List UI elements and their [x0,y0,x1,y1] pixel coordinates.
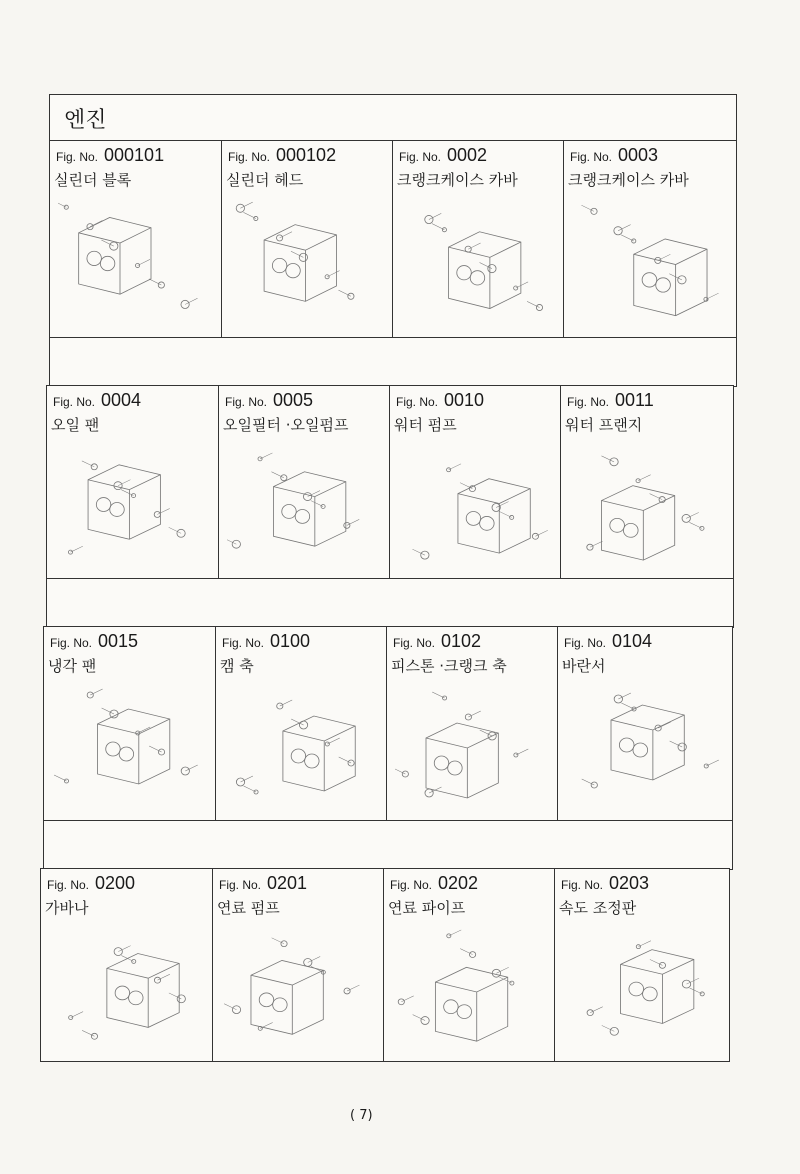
fig-label: Fig. No. [393,636,436,650]
fig-number: 0004 [101,390,142,410]
part-name: 크랭크케이스 카바 [397,171,518,189]
fig-number-line [393,631,481,652]
section-title: 엔진 [64,108,107,133]
engine-diagram-thumbnail [401,197,556,330]
engine-diagram-thumbnail [224,683,379,813]
fig-number: 0201 [267,873,308,893]
figure-cell[interactable] [563,141,737,338]
engine-diagram-thumbnail [395,683,550,813]
fig-label: Fig. No. [567,395,610,409]
fig-number: 0005 [273,390,314,410]
fig-number: 0010 [444,390,485,410]
figure-cell[interactable] [212,869,384,1061]
figure-cell[interactable] [41,869,212,1061]
fig-number-line [225,390,313,411]
engine-diagram-thumbnail [58,197,213,330]
blank-band [46,578,734,628]
fig-label: Fig. No. [228,150,271,164]
engine-diagram-thumbnail [52,683,207,813]
engine-diagram-thumbnail [49,925,204,1053]
figure-cell[interactable] [386,627,558,821]
fig-label: Fig. No. [561,878,604,892]
figure-cell[interactable] [215,627,387,821]
figure-cell[interactable] [50,141,221,338]
section-header [49,94,737,141]
fig-number-line [53,390,141,411]
fig-number-line [390,873,478,894]
engine-diagram-thumbnail [563,925,720,1053]
fig-number: 0200 [95,873,136,893]
fig-number-line [564,631,652,652]
fig-number-line [47,873,135,894]
fig-number-line [50,631,138,652]
figure-cell[interactable] [221,141,393,338]
blank-band [49,337,737,387]
fig-number: 0011 [615,390,654,410]
fig-number-line [399,145,487,166]
fig-label: Fig. No. [56,150,99,164]
fig-number-line [222,631,310,652]
figure-cell[interactable] [560,386,734,579]
fig-label: Fig. No. [222,636,265,650]
fig-label: Fig. No. [219,878,262,892]
engine-diagram-thumbnail [572,197,729,330]
parts-row-1 [49,140,737,339]
page-number: ( 7) [350,1108,373,1123]
parts-row-3 [43,626,733,822]
figure-cell[interactable] [389,386,561,579]
fig-number: 0002 [447,145,488,165]
part-name: 오일 팬 [51,416,100,434]
figure-cell[interactable] [557,627,731,821]
figure-cell[interactable] [392,141,564,338]
part-name: 냉각 팬 [48,657,97,675]
part-name: 워터 프랜지 [565,416,643,434]
fig-label: Fig. No. [53,395,96,409]
fig-number-line [56,145,164,166]
part-name: 피스톤 ·크랭크 축 [391,657,507,675]
figure-cell[interactable] [44,627,215,821]
part-name: 크랭크케이스 카바 [568,171,689,189]
part-name: 연료 펌프 [217,899,280,917]
engine-diagram-thumbnail [227,442,382,571]
fig-label: Fig. No. [396,395,439,409]
figure-cell[interactable] [554,869,728,1061]
part-name: 오일필터 ·오일펌프 [223,416,349,434]
engine-diagram-thumbnail [55,442,210,571]
fig-label: Fig. No. [399,150,442,164]
parts-row-2 [46,385,734,580]
fig-number: 000102 [276,145,337,165]
fig-number-line [570,145,658,166]
fig-label: Fig. No. [390,878,433,892]
fig-number: 0102 [441,631,482,651]
fig-number-line [396,390,484,411]
fig-number: 0100 [270,631,311,651]
engine-diagram-thumbnail [566,683,723,813]
fig-number-line [228,145,336,166]
blank-band [43,820,733,870]
part-name: 워터 펌프 [394,416,457,434]
fig-number: 000101 [104,145,165,165]
fig-number-line [561,873,649,894]
fig-label: Fig. No. [47,878,90,892]
part-name: 실린더 헤드 [226,171,304,189]
fig-number: 0202 [438,873,479,893]
engine-diagram-thumbnail [221,925,376,1053]
engine-diagram-thumbnail [392,925,547,1053]
figure-cell[interactable] [383,869,555,1061]
engine-diagram-thumbnail [398,442,553,571]
fig-label: Fig. No. [570,150,613,164]
fig-number-line [567,390,654,411]
part-name: 연료 파이프 [388,899,466,917]
engine-diagram-thumbnail [569,442,726,571]
fig-number: 0003 [618,145,659,165]
fig-number: 0203 [609,873,650,893]
fig-label: Fig. No. [50,636,93,650]
part-name: 실린더 블록 [54,171,132,189]
fig-number: 0104 [612,631,653,651]
figure-cell[interactable] [47,386,218,579]
part-name: 속도 조정판 [559,899,637,917]
fig-label: Fig. No. [564,636,607,650]
engine-diagram-thumbnail [230,197,385,330]
figure-cell[interactable] [218,386,390,579]
part-name: 캠 축 [220,657,254,675]
parts-row-4 [40,868,730,1062]
fig-number-line [219,873,307,894]
part-name: 바란서 [562,657,606,675]
fig-number: 0015 [98,631,139,651]
part-name: 가바나 [45,899,89,917]
fig-label: Fig. No. [225,395,268,409]
